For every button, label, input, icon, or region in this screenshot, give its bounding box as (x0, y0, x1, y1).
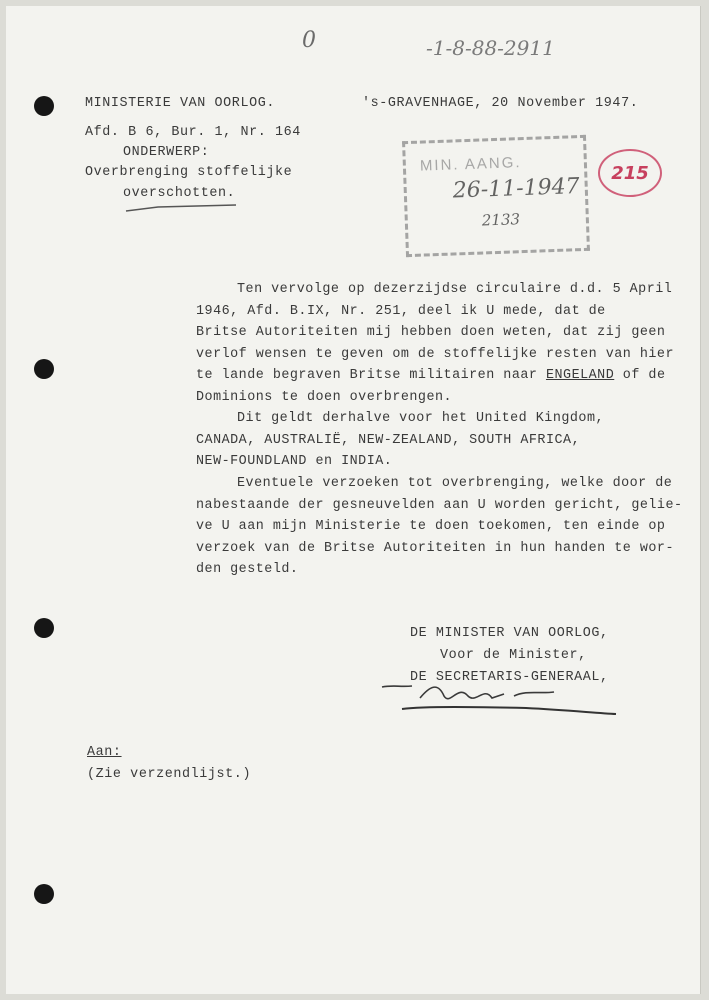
body-line: den gesteld. (196, 562, 299, 577)
body-paragraph-1 (196, 279, 676, 408)
signature-line-1: DE MINISTER VAN OORLOG, (410, 626, 609, 641)
body-line: NEW-FOUNDLAND en INDIA. (196, 454, 393, 469)
body-line: verzoek van de Britse Autoriteiten in hun handen te wor- (196, 540, 674, 556)
handwritten-reference: -1-8-88-2911 (426, 36, 555, 60)
body-line-with-emphasis (196, 365, 676, 387)
subject-line-2: overschotten. (123, 186, 236, 201)
subject-line-1: Overbrenging stoffelijke (85, 165, 293, 180)
ministry-name: MINISTERIE VAN OORLOG. (85, 96, 275, 111)
body-line: Britse Autoriteiten mij hebben doen weten, dat zij geen (196, 325, 666, 340)
recipient-value: (Zie verzendlijst.) (87, 767, 252, 782)
signature-line-2: Voor de Minister, (440, 648, 587, 663)
place-and-date: 's-GRAVENHAGE, 20 November 1947. (362, 96, 639, 111)
stamp-number: 2133 (481, 210, 521, 230)
recipient-label: Aan: (87, 745, 122, 760)
body-line: verlof wensen te geven om de stoffelijke resten van hier (196, 346, 674, 362)
stamp-date: 26-11-1947 (452, 174, 581, 204)
body-line: 1946, Afd. B.IX, Nr. 251, deel ik U mede, dat de (196, 303, 606, 319)
handwritten-circle-mark: 0 (302, 28, 316, 53)
body-line-text: of de (614, 368, 666, 383)
document-page (6, 6, 701, 994)
stamp-text: MIN. AANG. (419, 154, 522, 175)
department-reference: Afd. B 6, Bur. 1, Nr. 164 (85, 125, 301, 140)
circled-reference-number: 215 (598, 149, 662, 197)
body-line: ve U aan mijn Ministerie te doen toekomen, ten einde op (196, 519, 666, 534)
body-line: nabestaande der gesneuvelden aan U worden gericht, gelie- (196, 497, 683, 513)
body-paragraph-2 (196, 408, 676, 473)
body-line: CANADA, AUSTRALIË, NEW-ZEALAND, SOUTH AFRICA, (196, 432, 581, 448)
body-line: Dominions te doen overbrengen. (196, 389, 453, 405)
signature-line-3: DE SECRETARIS-GENERAAL, (410, 670, 609, 685)
body-line-text: te lande begraven Britse militairen naar (196, 368, 546, 383)
underlined-country: ENGELAND (545, 368, 615, 383)
body-line: Ten vervolge op dezerzijdse circulaire d.d. 5 April (237, 282, 673, 297)
body-line: Eventuele verzoeken tot overbrenging, welke door de (237, 476, 673, 491)
body-paragraph-3 (196, 473, 683, 581)
body-line: Dit geldt derhalve voor het United Kingdom, (237, 411, 605, 426)
subject-label: ONDERWERP: (123, 145, 210, 160)
